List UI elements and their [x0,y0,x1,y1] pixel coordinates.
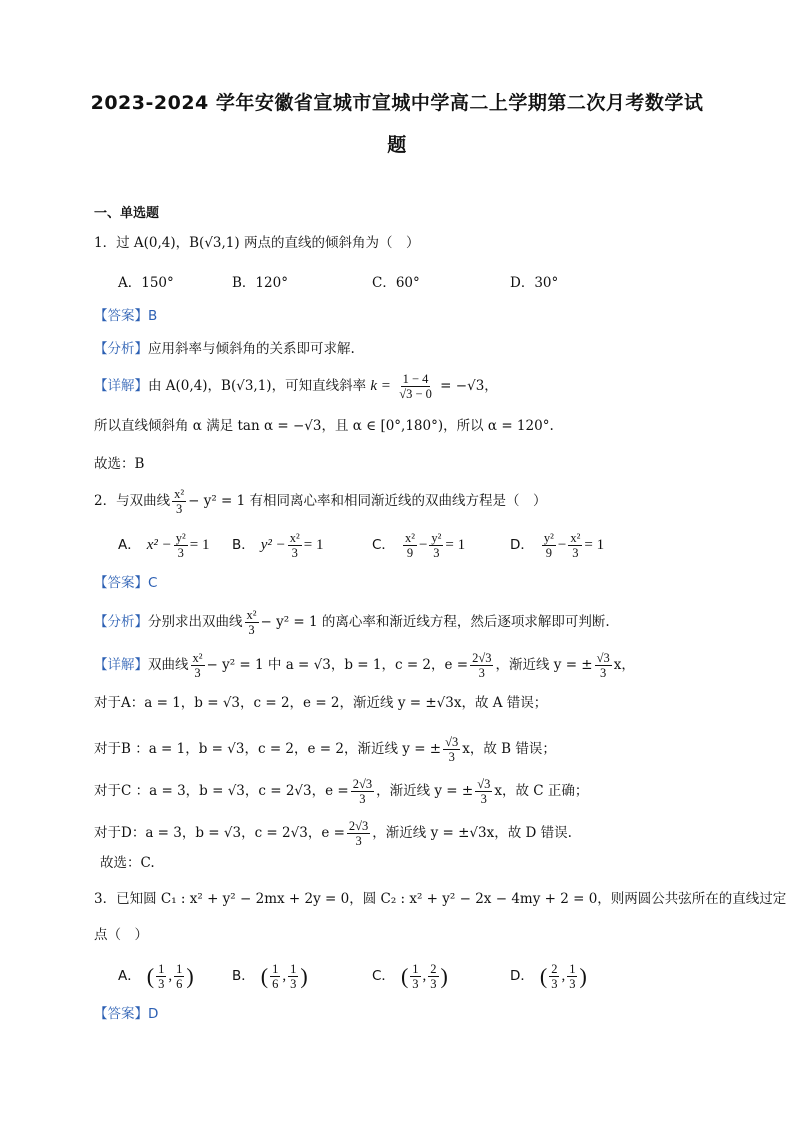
q2-option-a: A． x² − $\frac{\text{y²}}{3}$ = 1 [118,531,210,560]
q1-choice: 故选：B [94,456,145,472]
q2-fraction: $\frac{\text{x²}}{3}$ [174,487,185,516]
q1-analysis-text: 应用斜率与倾斜角的关系即可求解. [148,341,355,357]
q2-option-c: C． $\frac{\text{x²}}{9}$ − $\frac{\text{y²}}{3}$ = 1 [372,531,466,560]
q3-option-d: D． ( $\frac{2}{3}$ , $\frac{1}{3}$ ) [510,962,587,991]
page-title-line2: 题 [387,134,407,156]
q1-option-c: C．60° [372,275,420,291]
q3-stem-line2: 点（ ） [94,927,148,943]
q2-detail: 【详解】双曲线 $\frac{\text{x²}}{3}$ − y² = 1 中 a = √3，b = 1，c = 2，e = $\frac{2√3}{3}$ ，渐近线 y = ± $\frac{√3}{3}$ x， [94,651,635,680]
q2-choice: 故选：C. [100,855,155,871]
q1-option-d: D．30° [510,275,559,291]
q1-slope-result: = −√3， [440,378,498,394]
q1-slope-symbol: k = [370,378,391,394]
section-heading: 一、单选题 [94,206,160,221]
q2-check-d: 对于D：a = 3，b = √3，c = 2√3，e = $\frac{2√3}{3}$ ，渐近线 y = ±√3x，故 D 错误. [94,819,572,848]
q1-analysis [94,339,355,359]
q1-answer: 【答案】B [94,308,158,324]
q2-check-a: 对于A：a = 1，b = √3，c = 2，e = 2，渐近线 y = ±√3x，故 A 错误； [94,695,548,711]
q2-check-b: 对于B ：a = 1，b = √3，c = 2，e = 2，渐近线 y = ± $\frac{√3}{3}$ x，故 B 错误； [94,735,556,764]
q3-option-a: A． ( $\frac{1}{3}$ , $\frac{1}{6}$ ) [118,962,194,991]
q1-slope-fraction: $\frac{1 - 4}{√3 - 0}$ [399,372,432,401]
q3-answer: 【答案】D [94,1006,159,1022]
q3-option-c: C． ( $\frac{1}{3}$ , $\frac{2}{3}$ ) [372,962,448,991]
q2-option-d: D． $\frac{\text{y²}}{9}$ − $\frac{\text{x²}}{3}$ = 1 [510,531,605,560]
analysis-tag: 【分析】 [94,341,148,357]
q3-stem-line1: 3．已知圆 C₁ : x² + y² − 2mx + 2y = 0，圆 C₂ : x² + y² − 2x − 4my + 2 = 0，则两圆公共弦所在的直线过定 [94,891,787,907]
page-title-line1: 2023-2024 学年安徽省宣城市宣城中学高二上学期第二次月考数学试 [90,92,704,114]
q2-analysis: 【分析】分别求出双曲线 $\frac{\text{x²}}{3}$ − y² = 1 的离心率和渐近线方程，然后逐项求解即可判断. [94,608,610,637]
q2-option-b: B． y² − $\frac{\text{x²}}{3}$ = 1 [232,531,324,560]
q1-option-b: B．120° [232,275,288,291]
q3-option-b: B． ( $\frac{1}{6}$ , $\frac{1}{3}$ ) [232,962,308,991]
q2-check-c: 对于C ：a = 3，b = √3，c = 2√3，e = $\frac{2√3}{3}$ ，渐近线 y = ± $\frac{√3}{3}$ x，故 C 正确； [94,777,589,806]
q1-detail-line2: 所以直线倾斜角 α 满足 tan α = −√3，且 α ∈ [0°,180°)，所以 α = 120°. [94,418,554,434]
q1-option-a: A．150° [118,275,174,291]
q1-stem: 1．过 A(0,4)，B(√3,1) 两点的直线的倾斜角为（ ） [94,235,420,251]
q2-answer: 【答案】C [94,575,158,591]
q2-stem: 2．与双曲线 $\frac{\text{x²}}{3}$ − y² = 1 有相同离心率和相同渐近线的双曲线方程是（ ） [94,487,547,516]
q1-detail-text: 由 A(0,4)，B(√3,1)，可知直线斜率 [148,378,367,394]
detail-tag: 【详解】 [94,378,148,394]
q1-detail-line1 [94,372,498,401]
